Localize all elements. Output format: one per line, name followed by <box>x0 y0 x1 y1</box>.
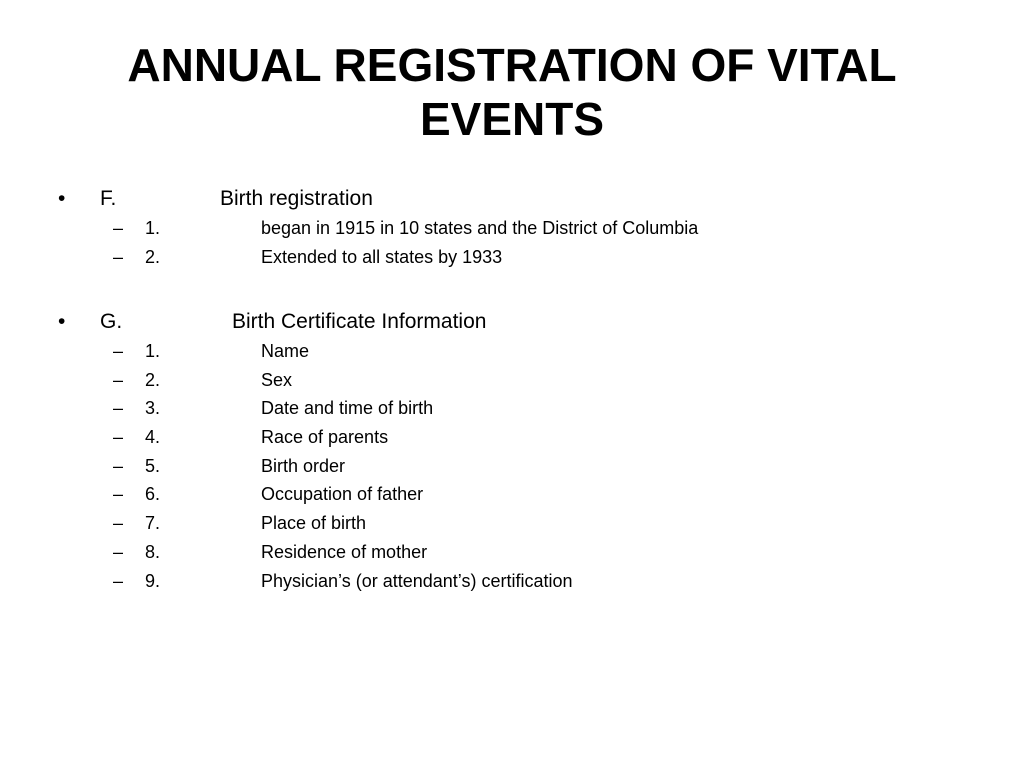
sub-item <box>0 480 1024 509</box>
sub-item <box>0 337 1024 366</box>
dash-marker: – <box>113 570 124 591</box>
sub-item-text: Sex <box>261 369 293 390</box>
sub-item-text: Physician’s (or attendant’s) certification <box>261 570 573 591</box>
sub-item-text: Extended to all states by 1933 <box>261 246 503 267</box>
sub-item-text: began in 1915 in 10 states and the District of Columbia <box>261 218 699 238</box>
sub-item-number: 8. <box>145 541 161 562</box>
sub-item-text: Place of birth <box>261 513 367 534</box>
dash-marker: – <box>113 455 124 476</box>
sub-item-text: Birth order <box>261 455 346 476</box>
bullet-label: Birth registration <box>220 187 373 210</box>
sub-item <box>0 366 1024 395</box>
sub-item <box>0 567 1024 596</box>
sub-item-number: 4. <box>145 427 161 448</box>
sub-item <box>0 509 1024 538</box>
section-birth-registration <box>0 184 1024 271</box>
sub-item-text: Name <box>261 341 310 361</box>
dash-marker: – <box>113 484 124 505</box>
sub-item <box>0 394 1024 423</box>
sub-item-number: 9. <box>145 570 161 591</box>
sub-item-number: 1. <box>145 341 161 361</box>
sub-item-text: Residence of mother <box>261 541 428 562</box>
bullet-label: Birth Certificate Information <box>232 310 487 333</box>
sub-item-number: 3. <box>145 398 161 419</box>
sub-item <box>0 214 1024 243</box>
sub-item <box>0 452 1024 481</box>
sub-item-number: 7. <box>145 513 161 534</box>
sub-item-number: 5. <box>145 455 161 476</box>
dash-marker: – <box>113 541 124 562</box>
sub-item-number: 6. <box>145 484 161 505</box>
section-birth-certificate-information <box>0 307 1024 595</box>
sub-item <box>0 538 1024 567</box>
bullet-item <box>0 307 1024 337</box>
sub-item <box>0 423 1024 452</box>
sub-item <box>0 243 1024 272</box>
sub-item-number: 2. <box>145 246 161 267</box>
dash-marker: – <box>113 398 124 419</box>
dash-marker: – <box>113 218 124 238</box>
dash-marker: – <box>113 513 124 534</box>
sub-item-text: Date and time of birth <box>261 398 434 419</box>
sub-item-text: Occupation of father <box>261 484 424 505</box>
bullet-key: F. <box>100 187 117 210</box>
bullet-key: G. <box>100 310 123 333</box>
sub-item-text: Race of parents <box>261 427 389 448</box>
dash-marker: – <box>113 341 124 361</box>
bullet-marker: • <box>58 187 66 210</box>
bullet-marker: • <box>58 310 66 333</box>
dash-marker: – <box>113 369 124 390</box>
sub-item-number: 2. <box>145 369 161 390</box>
slide-title: ANNUAL REGISTRATION OF VITAL EVENTS <box>127 39 897 145</box>
dash-marker: – <box>113 246 124 267</box>
sub-item-number: 1. <box>145 218 161 238</box>
bullet-item <box>0 184 1024 214</box>
dash-marker: – <box>113 427 124 448</box>
